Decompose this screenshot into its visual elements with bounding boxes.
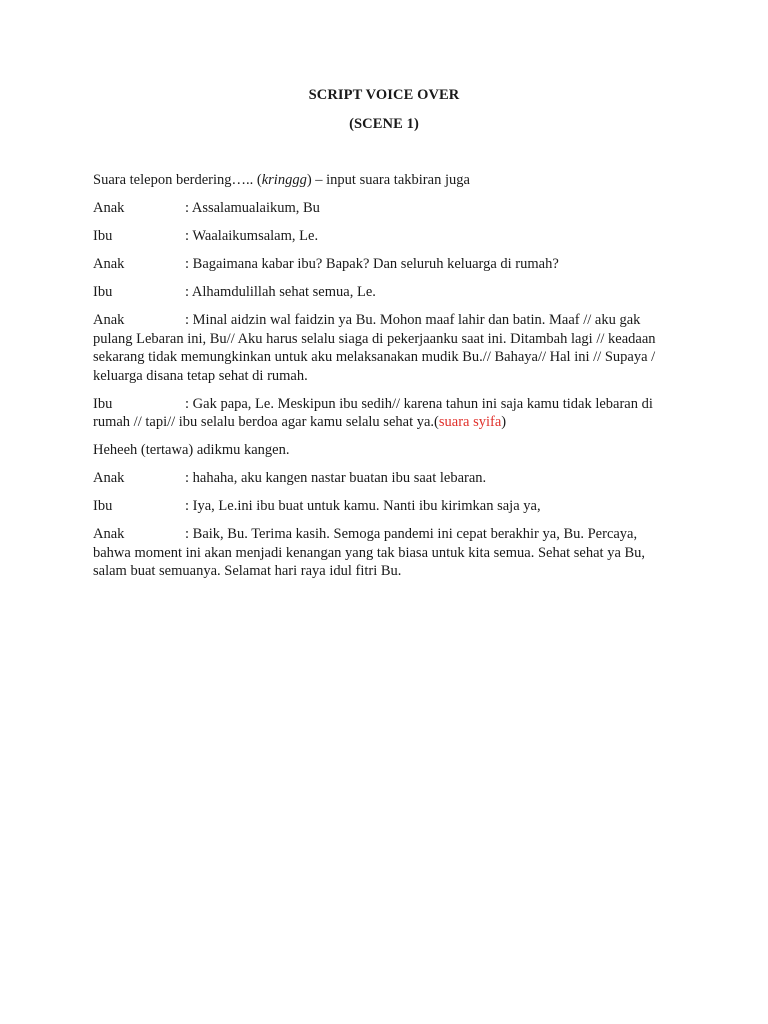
sound-annotation: suara syifa [438,414,502,430]
intro-text-after: ) – input suara takbiran juga [306,172,470,188]
dialogue-line [93,283,673,302]
speaker-separator: : [185,284,192,300]
speaker-name: Anak [93,470,125,486]
document-title: SCRIPT VOICE OVER [308,87,460,103]
dialogue-text: Alhamdulillah sehat semua, Le. [191,284,376,300]
speaker-separator: : [185,228,193,244]
dialogue-line [93,469,673,488]
dialogue-line [93,395,673,432]
dialogue-text: Assalamualaikum, Bu [191,200,320,216]
dialogue-text: hahaha, aku kangen nastar buatan ibu saat lebaran. [192,470,487,486]
dialogue-text: Bagaimana kabar ibu? Bapak? Dan seluruh keluarga di rumah? [192,256,559,272]
scene-heading: (SCENE 1) [349,116,419,132]
speaker-name: Anak [93,200,125,216]
dialogue-line [93,199,673,218]
dialogue-line [93,525,673,581]
intro-text-before: Suara telepon berdering….. ( [93,172,262,188]
speaker-name: Ibu [93,228,113,244]
speaker-separator: : [185,395,193,412]
speaker-name: Anak [93,526,125,542]
dialogue-text: Baik, Bu. Terima kasih. Semoga pandemi ini cepat berakhir ya, Bu. Percaya, bahwa moment ini akan menjadi kenangan yang tak biasa untuk kita semua. Sehat sehat ya Bu, salam buat semuanya. Selamat hari raya idul fitri Bu. [93,526,646,579]
intro-sound-effect: kringgg [261,172,307,188]
dialogue-text: Gak papa, Le. Meskipun ibu sedih// karena tahun ini saja kamu tidak lebaran di rumah // tapi// ibu selalu berdoa agar kamu selalu sehat ya.( [93,395,653,430]
dialogue-text: Waalaikumsalam, Le. [192,228,319,244]
speaker-separator: : [185,498,193,514]
speaker-name: Ibu [93,498,113,514]
dialogue-line [93,497,673,516]
speaker-separator: : [185,256,193,272]
dialogue-text: Minal aidzin wal faidzin ya Bu. Mohon maaf lahir dan batin. Maaf // aku gak pulang Lebaran ini, Bu// Aku harus selalu siaga di pekerjaanku saat ini. Ditambah lagi // keadaan sekarang tidak memungkinkan untuk aku melaksanakan mudik Bu.// Bahaya// Hal ini // Supaya / keluarga disana tetap sehat di rumah. [93,312,656,384]
speaker-separator: : [185,312,193,328]
speaker-name: Anak [93,256,125,272]
speaker-name: Ibu [93,284,113,300]
intro-line [93,171,673,190]
dialogue-text-tail: ) [501,414,507,430]
script-body [93,171,673,590]
speaker-separator: : [185,470,193,486]
speaker-name: Anak [93,312,125,328]
dialogue-line [93,311,673,385]
dialogue-line [93,255,673,274]
dialogue-line [93,227,673,246]
speaker-separator: : [185,526,193,542]
speaker-separator: : [185,200,192,216]
dialogue-text: Iya, Le.ini ibu buat untuk kamu. Nanti ibu kirimkan saja ya, [192,498,541,514]
narration-line: Heheeh (tertawa) adikmu kangen. [93,442,290,458]
speaker-name: Ibu [93,395,113,412]
